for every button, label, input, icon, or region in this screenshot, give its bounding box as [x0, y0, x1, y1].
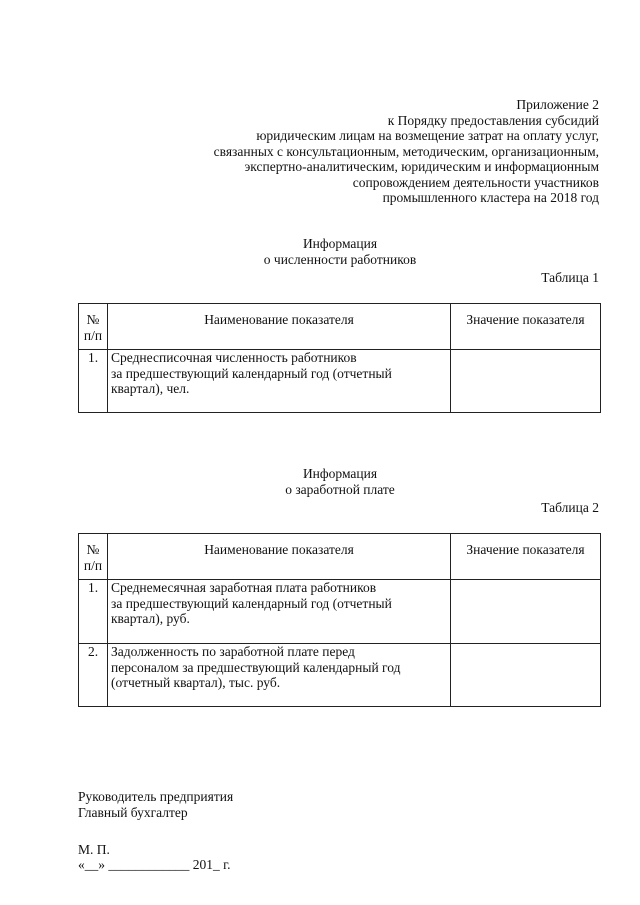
- header-name: Наименование показателя: [108, 304, 451, 350]
- row-name-line: (отчетный квартал), тыс. руб.: [111, 675, 281, 690]
- row-name-line: Среднесписочная численность работников: [111, 350, 357, 365]
- row-name-line: Среднемесячная заработная плата работников: [111, 580, 377, 595]
- row-name-line: Задолженность по заработной плате перед: [111, 644, 355, 659]
- table-row: [79, 580, 601, 644]
- accountant-signature-label: Главный бухгалтер: [78, 805, 188, 820]
- appendix-line: Приложение 2: [516, 97, 599, 112]
- row-name-line: квартал), руб.: [111, 611, 190, 626]
- row-value: [451, 350, 601, 413]
- date-line: «__» ____________ 201_ г.: [78, 857, 231, 872]
- row-name: [108, 580, 451, 644]
- header-num-line1: №: [86, 542, 100, 557]
- appendix-line: экспертно-аналитическим, юридическим и информационным: [244, 159, 599, 174]
- seal-label: М. П.: [78, 842, 110, 857]
- appendix-header: [214, 97, 599, 206]
- table2-title-line2: о заработной плате: [285, 481, 395, 497]
- header-num: [79, 304, 108, 350]
- header-num-line2: п/п: [83, 557, 103, 573]
- table1-caption: Таблица 1: [541, 270, 599, 285]
- row-num: 1.: [79, 580, 108, 644]
- row-name: [108, 350, 451, 413]
- row-name-line: квартал), чел.: [111, 381, 190, 396]
- appendix-line: к Порядку предоставления субсидий: [387, 112, 599, 128]
- row-name: [108, 644, 451, 707]
- header-name: Наименование показателя: [108, 534, 451, 580]
- table1-title-line2: о численности работников: [263, 251, 417, 267]
- row-value: [451, 580, 601, 644]
- row-name-line: за предшествующий календарный год (отчетный: [111, 365, 392, 381]
- header-num: [79, 534, 108, 580]
- appendix-line: сопровождением деятельности участников: [352, 174, 599, 190]
- table1-title-line1: Информация: [302, 236, 378, 251]
- header-value: Значение показателя: [451, 534, 601, 580]
- row-name-line: за предшествующий календарный год (отчетный: [111, 595, 392, 611]
- header-num-line1: №: [86, 312, 100, 327]
- appendix-line: связанных с консультационным, методическим, организационным,: [213, 143, 599, 159]
- director-signature-label: Руководитель предприятия: [78, 789, 234, 804]
- row-num: 1.: [79, 350, 108, 413]
- table2: [78, 533, 601, 707]
- table2-title-line1: Информация: [302, 466, 378, 481]
- header-value: Значение показателя: [451, 304, 601, 350]
- table1-title: [0, 236, 640, 267]
- table1-header-row: [79, 304, 601, 350]
- appendix-line: юридическим лицам на возмещение затрат на оплату услуг,: [256, 128, 599, 143]
- table2-title: [0, 466, 640, 497]
- table2-header-row: [79, 534, 601, 580]
- row-num: 2.: [79, 644, 108, 707]
- table1: [78, 303, 601, 413]
- row-name-line: персоналом за предшествующий календарный год: [111, 659, 401, 675]
- appendix-line: промышленного кластера на 2018 год: [382, 190, 599, 205]
- table-row: [79, 350, 601, 413]
- row-value: [451, 644, 601, 707]
- table2-caption: Таблица 2: [541, 500, 599, 515]
- table-row: [79, 644, 601, 707]
- header-num-line2: п/п: [83, 327, 103, 343]
